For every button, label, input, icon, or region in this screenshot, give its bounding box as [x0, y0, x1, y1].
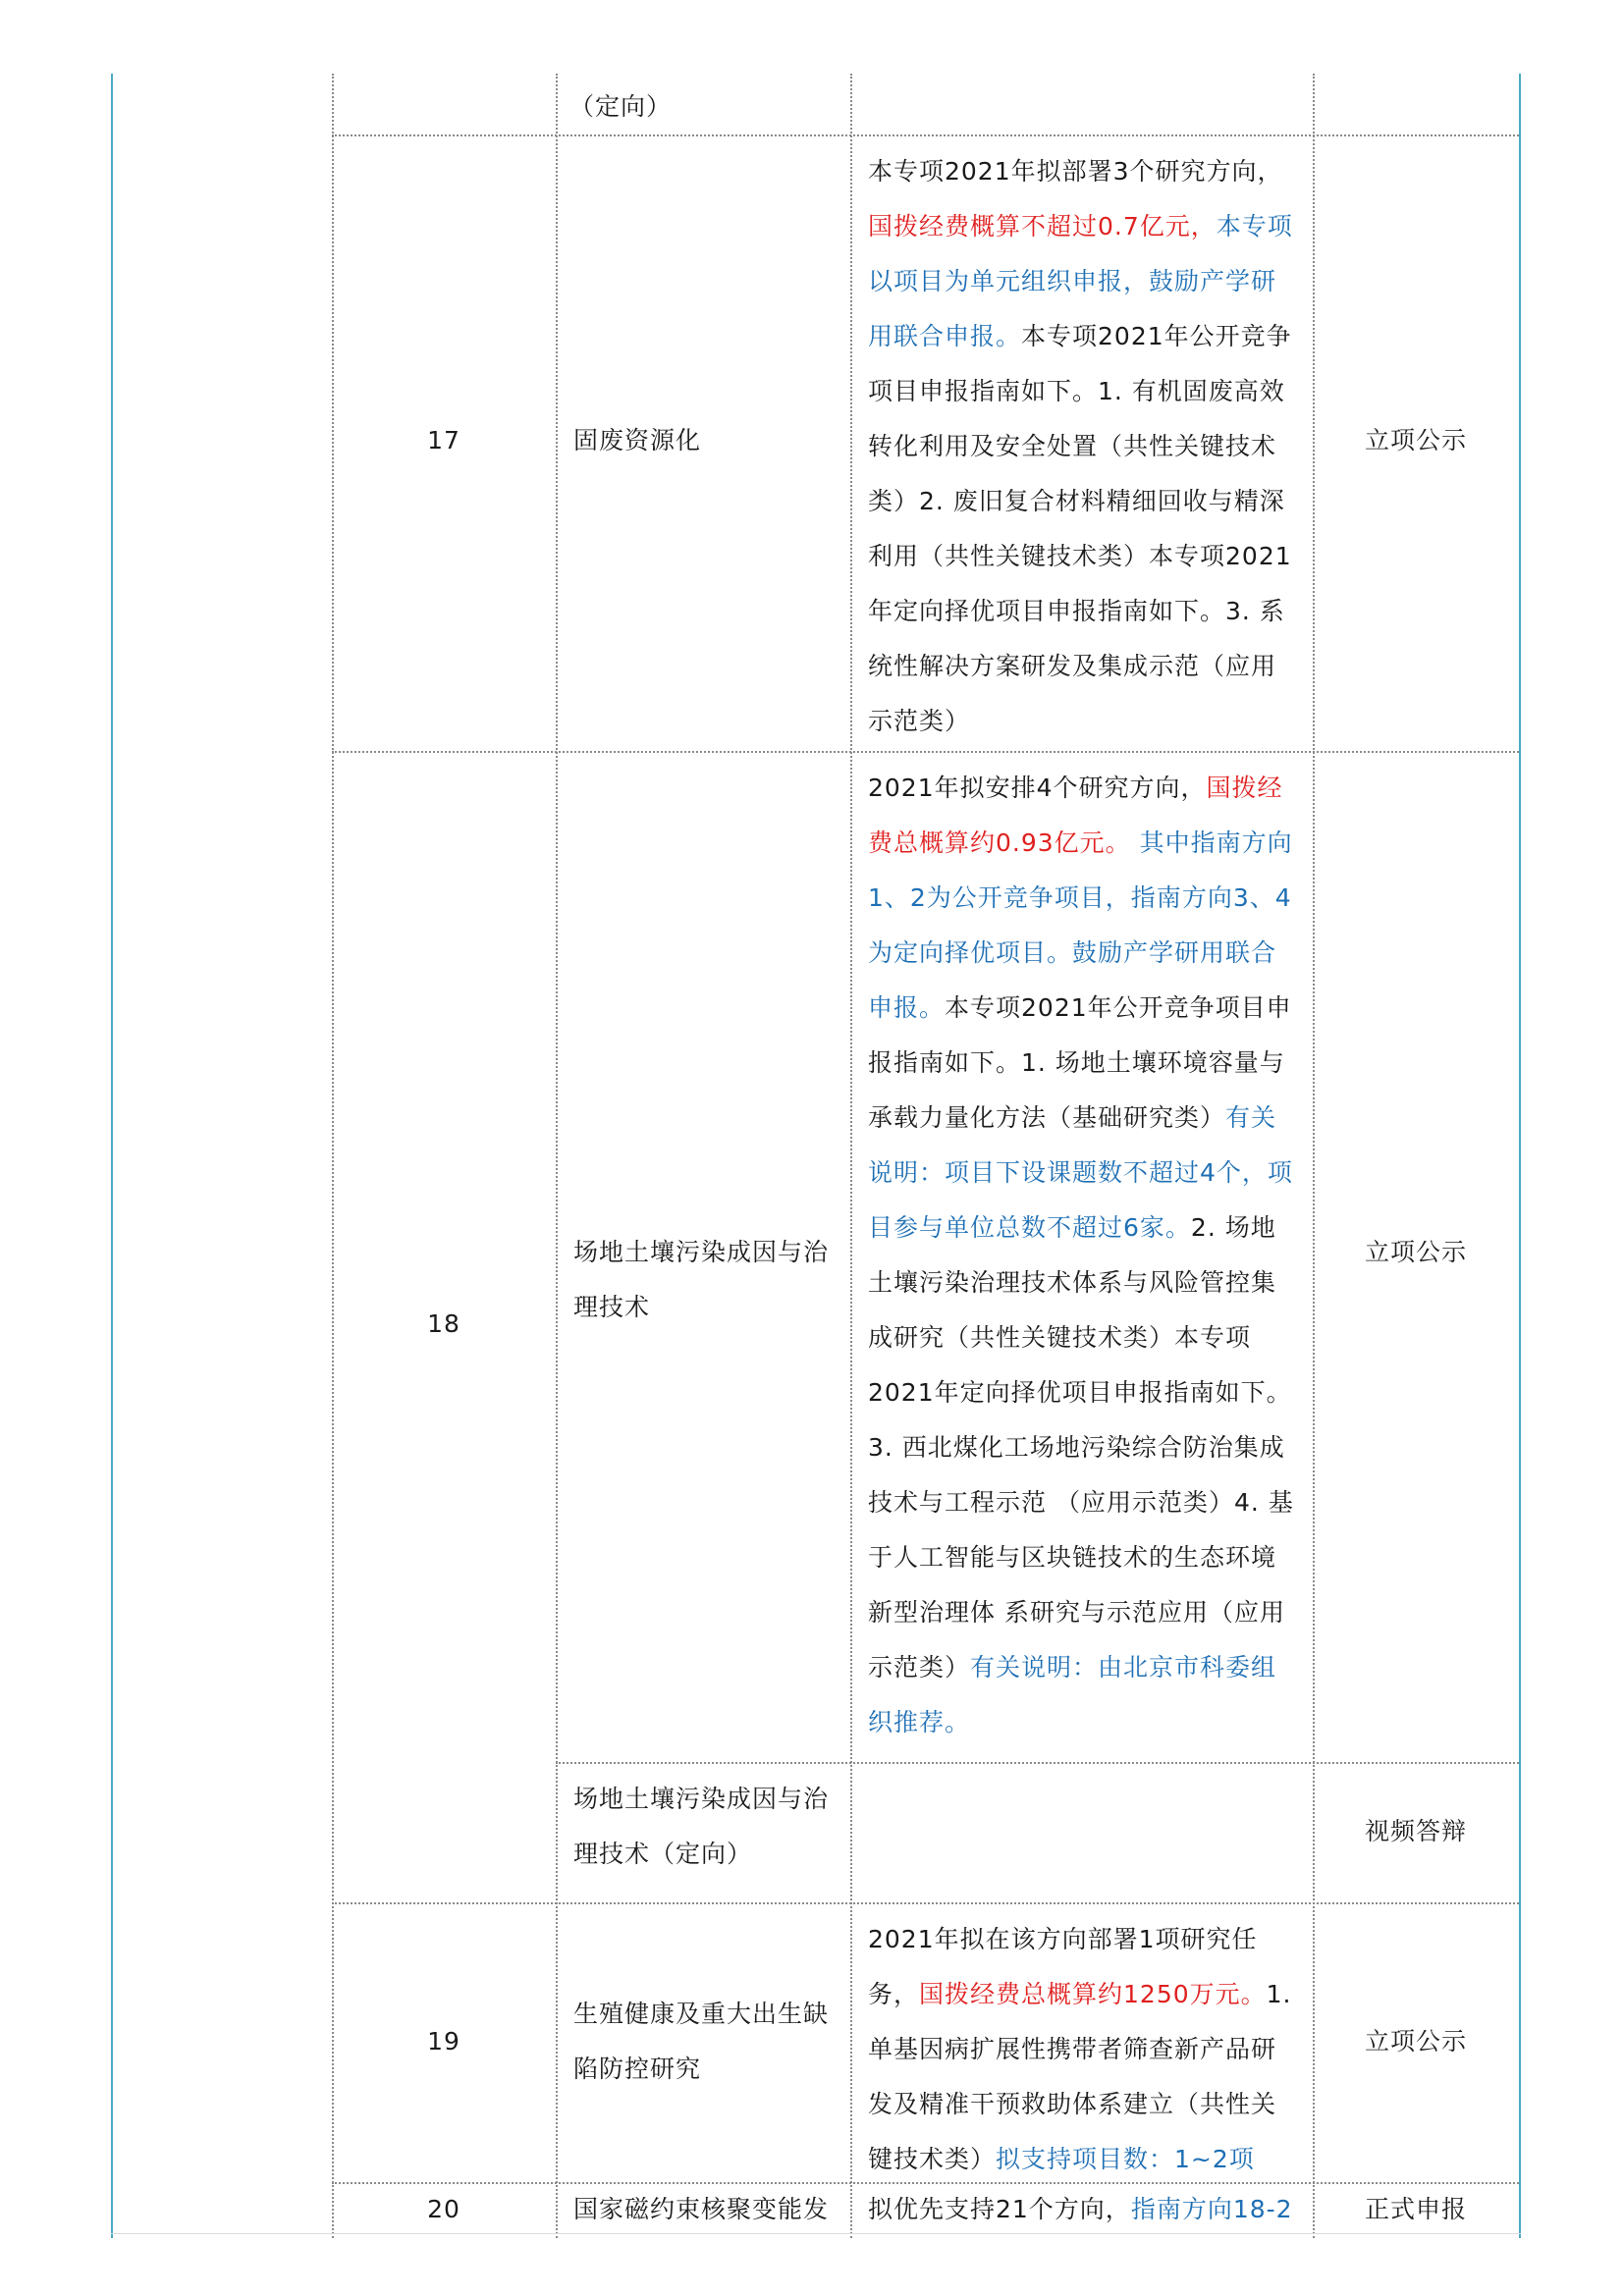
status-label: 正式申报 [1364, 2195, 1467, 2223]
desc-segment: 本专项2021年公开竞争项目申报指南如下。1. 场地土壤环境容量与承载力量化方法（基础研究类） [868, 993, 1292, 1132]
table-border-left [332, 74, 334, 2238]
row-divider [332, 751, 1519, 753]
left-margin-rule [111, 74, 113, 2238]
project-description [868, 144, 1298, 749]
right-margin-rule [1519, 74, 1521, 2238]
column-divider-2 [850, 74, 852, 2238]
desc-segment-note: 拟支持项目数：1~2项 [996, 2145, 1255, 2173]
row-divider [556, 1762, 1519, 1764]
row-number: 20 [427, 2195, 460, 2223]
desc-segment: 本专项2021年拟部署3个研究方向， [868, 157, 1283, 186]
desc-segment-note: 指南方向18-2 [1130, 2195, 1293, 2223]
project-name: 国家磁约束核聚变能发 [573, 2195, 830, 2223]
column-divider-1 [556, 74, 558, 2238]
project-name: （定向） [569, 92, 673, 121]
desc-segment-funding: 国拨经费总概算约1250万元。 [919, 1980, 1267, 2008]
desc-segment: 1. 单基因病扩展性携带者筛查新产品研发及精准干预救助体系建立（共性关键技术类） [868, 1980, 1292, 2173]
desc-segment: 2021年拟在该方向部署1项研究任务， [868, 1925, 1258, 2008]
status-label: 立项公示 [1364, 1238, 1467, 1266]
project-description [868, 1912, 1298, 2187]
project-description [868, 761, 1298, 1750]
row-divider [332, 1902, 1519, 1904]
project-name: 生殖健康及重大出生缺陷防控研究 [573, 2000, 830, 2083]
desc-segment-funding: 国拨经费总概算约0.93亿元。 [868, 774, 1283, 857]
column-divider-3 [1313, 74, 1315, 2238]
desc-segment-note: 有关说明：由北京市科委组织推荐。 [868, 1653, 1277, 1736]
desc-segment: 2. 场地土壤污染治理技术体系与风险管控集成研究（共性关键技术类）本专项2021年定向择优项目申报指南如下。3. 西北煤化工场地污染综合防治集成技术与工程示范 （应用示范类）4. 基于人工智能与区块链技术的生态环境新型治理体 系研究与示范应用（应用示范类） [868, 1213, 1294, 1682]
desc-segment-funding: 国拨经费概算不超过0.7亿元， [868, 212, 1217, 240]
desc-segment-note: 本专项以项目为单元组织申报，鼓励产学研用联合申报。 [868, 212, 1293, 350]
row-number: 19 [427, 2027, 460, 2056]
status-label: 立项公示 [1364, 2027, 1467, 2056]
project-name: 场地土壤污染成因与治理技术（定向） [573, 1785, 830, 1868]
desc-segment: 2021年拟安排4个研究方向， [868, 774, 1207, 802]
projects-table [332, 74, 1519, 2238]
page-bottom-rule [111, 2233, 1521, 2234]
status-label: 视频答辩 [1364, 1817, 1467, 1845]
row-number: 17 [427, 426, 460, 454]
row-divider [332, 134, 1519, 136]
project-description [868, 2182, 1298, 2237]
row-number: 18 [427, 1309, 460, 1338]
project-name: 固废资源化 [573, 426, 702, 454]
desc-segment: 拟优先支持21个方向， [868, 2195, 1131, 2223]
status-label: 立项公示 [1364, 426, 1467, 454]
project-name: 场地土壤污染成因与治理技术 [573, 1238, 830, 1321]
desc-segment-note: 有关说明：项目下设课题数不超过4个，项目参与单位总数不超过6家。 [868, 1103, 1293, 1242]
desc-segment-note: 其中指南方向1、2为公开竞争项目，指南方向3、4为定向择优项目。鼓励产学研用联合申报。 [868, 828, 1293, 1022]
desc-segment: 本专项2021年公开竞争项目申报指南如下。1. 有机固废高效转化利用及安全处置（共性关键技术类）2. 废旧复合材料精细回收与精深利用（共性关键技术类）本专项2021年定向择优项目申报指南如下。3. 系统性解决方案研发及集成示范（应用示范类） [868, 322, 1292, 735]
